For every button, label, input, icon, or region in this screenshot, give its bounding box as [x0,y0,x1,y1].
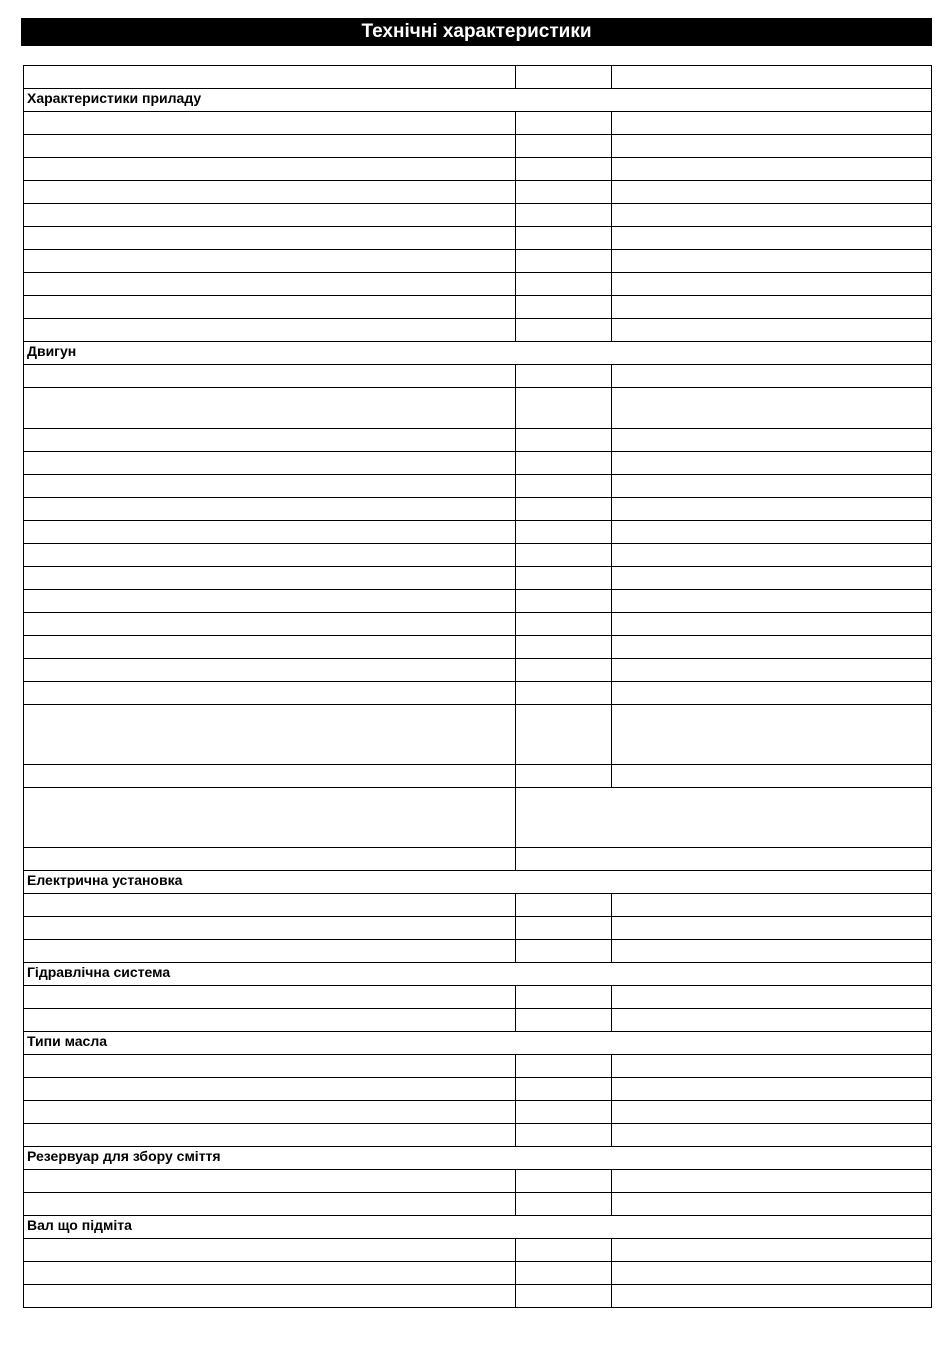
parameter-cell [24,788,516,848]
unit-cell [516,636,612,659]
parameter-cell [24,273,516,296]
parameter-cell [24,135,516,158]
parameter-cell [24,227,516,250]
unit-cell [516,613,612,636]
value-cell [612,567,932,590]
table-row [24,319,932,342]
value-cell [612,894,932,917]
parameter-cell [24,544,516,567]
unit-cell [516,682,612,705]
value-cell [612,365,932,388]
parameter-cell [24,475,516,498]
table-row [24,848,932,871]
unit-cell [516,204,612,227]
unit-cell [516,319,612,342]
section-heading: Двигун [24,342,932,365]
value-cell [612,1078,932,1101]
section-heading-row [24,871,932,894]
section-heading: Електрична установка [24,871,932,894]
parameter-cell [24,917,516,940]
table-row [24,452,932,475]
table-row [24,894,932,917]
table-row [24,1101,932,1124]
parameter-cell [24,181,516,204]
section-heading: Резервуар для збору сміття [24,1147,932,1170]
table-row [24,1262,932,1285]
unit-cell [516,475,612,498]
table-row [24,1285,932,1308]
table-row [24,613,932,636]
value-cell [612,273,932,296]
table-row [24,250,932,273]
unit-cell [516,1285,612,1308]
section-heading-row [24,963,932,986]
parameter-cell [24,613,516,636]
unit-cell [516,227,612,250]
unit-cell [516,521,612,544]
parameter-cell [24,1193,516,1216]
parameter-cell [24,1170,516,1193]
parameter-cell [24,1285,516,1308]
table-row [24,388,932,429]
parameter-cell [24,986,516,1009]
parameter-cell [24,659,516,682]
unit-cell [516,181,612,204]
value-cell [612,705,932,765]
value-cell [612,1285,932,1308]
unit-cell [516,1262,612,1285]
value-cell [612,659,932,682]
section-heading: Гідравлічна система [24,963,932,986]
table-row [24,636,932,659]
table-row [24,475,932,498]
value-cell [612,765,932,788]
value-cell [612,1262,932,1285]
unit-cell [516,986,612,1009]
parameter-cell [24,1262,516,1285]
unit-cell [516,135,612,158]
table-row [24,181,932,204]
value-cell [612,181,932,204]
table-row [24,682,932,705]
value-cell [612,388,932,429]
table-row [24,917,932,940]
table-row [24,158,932,181]
section-heading-row [24,89,932,112]
table-row [24,498,932,521]
value-cell [612,986,932,1009]
unit-cell [516,659,612,682]
unit-cell [516,1078,612,1101]
table-row [24,590,932,613]
value-cell [612,250,932,273]
parameter-cell [24,940,516,963]
value-cell [612,636,932,659]
parameter-cell [24,112,516,135]
value-cell [612,521,932,544]
unit-cell [516,1101,612,1124]
section-heading-row [24,1032,932,1055]
parameter-cell [24,848,516,871]
value-cell [612,158,932,181]
parameter-cell [24,521,516,544]
unit-cell [516,112,612,135]
unit-cell [516,273,612,296]
parameter-cell [24,204,516,227]
value-cell [612,66,932,89]
table-row [24,296,932,319]
parameter-cell [24,705,516,765]
parameter-cell [24,429,516,452]
table-row [24,765,932,788]
table-row [24,66,932,89]
parameter-cell [24,1055,516,1078]
value-cell [612,590,932,613]
section-heading-row [24,342,932,365]
value-cell [612,682,932,705]
table-row [24,135,932,158]
unit-cell [516,452,612,475]
value-cell [612,1101,932,1124]
unit-cell [516,1009,612,1032]
unit-cell [516,1124,612,1147]
page-title: Технічні характеристики [21,18,932,46]
table-row [24,204,932,227]
parameter-cell [24,158,516,181]
value-cell [612,1055,932,1078]
value-cell [612,112,932,135]
table-row [24,1009,932,1032]
value-cell [612,940,932,963]
unit-cell [516,498,612,521]
parameter-cell [24,1101,516,1124]
section-heading: Типи масла [24,1032,932,1055]
value-cell [612,1124,932,1147]
table-row [24,429,932,452]
unit-cell [516,429,612,452]
unit-cell [516,158,612,181]
unit-cell [516,66,612,89]
value-cell [612,319,932,342]
table-row [24,273,932,296]
value-cell [612,1009,932,1032]
table-row [24,1124,932,1147]
section-heading-row [24,1216,932,1239]
section-heading: Характеристики приладу [24,89,932,112]
parameter-cell [24,66,516,89]
unit-cell [516,1239,612,1262]
parameter-cell [24,590,516,613]
table-row [24,1078,932,1101]
parameter-cell [24,296,516,319]
table-row [24,544,932,567]
table-row [24,788,932,848]
parameter-cell [24,319,516,342]
value-cell [612,613,932,636]
unit-cell [516,544,612,567]
parameter-cell [24,1009,516,1032]
table-row [24,112,932,135]
parameter-cell [24,1078,516,1101]
table-row [24,1170,932,1193]
parameter-cell [24,452,516,475]
value-cell [612,475,932,498]
table-row [24,705,932,765]
value-cell [516,848,932,871]
value-cell [612,544,932,567]
value-cell [612,227,932,250]
parameter-cell [24,1239,516,1262]
parameter-cell [24,636,516,659]
parameter-cell [24,365,516,388]
table-row [24,940,932,963]
unit-cell [516,250,612,273]
table-row [24,521,932,544]
parameter-cell [24,567,516,590]
value-cell [612,429,932,452]
unit-cell [516,940,612,963]
parameter-cell [24,250,516,273]
table-row [24,1193,932,1216]
section-heading-row [24,1147,932,1170]
unit-cell [516,765,612,788]
parameter-cell [24,498,516,521]
value-cell [612,917,932,940]
spec-table [23,65,932,1308]
table-row [24,986,932,1009]
unit-cell [516,590,612,613]
unit-cell [516,1170,612,1193]
table-row [24,227,932,250]
value-cell [612,452,932,475]
unit-cell [516,388,612,429]
table-row [24,567,932,590]
table-row [24,1239,932,1262]
parameter-cell [24,1124,516,1147]
value-cell [612,1193,932,1216]
value-cell [612,1170,932,1193]
unit-cell [516,1193,612,1216]
unit-cell [516,296,612,319]
unit-cell [516,567,612,590]
value-cell [516,788,932,848]
value-cell [612,1239,932,1262]
parameter-cell [24,765,516,788]
value-cell [612,498,932,521]
unit-cell [516,917,612,940]
section-heading: Вал що підміта [24,1216,932,1239]
value-cell [612,296,932,319]
unit-cell [516,705,612,765]
table-row [24,1055,932,1078]
parameter-cell [24,894,516,917]
parameter-cell [24,682,516,705]
unit-cell [516,365,612,388]
table-row [24,659,932,682]
unit-cell [516,894,612,917]
unit-cell [516,1055,612,1078]
table-row [24,365,932,388]
value-cell [612,135,932,158]
value-cell [612,204,932,227]
parameter-cell [24,388,516,429]
